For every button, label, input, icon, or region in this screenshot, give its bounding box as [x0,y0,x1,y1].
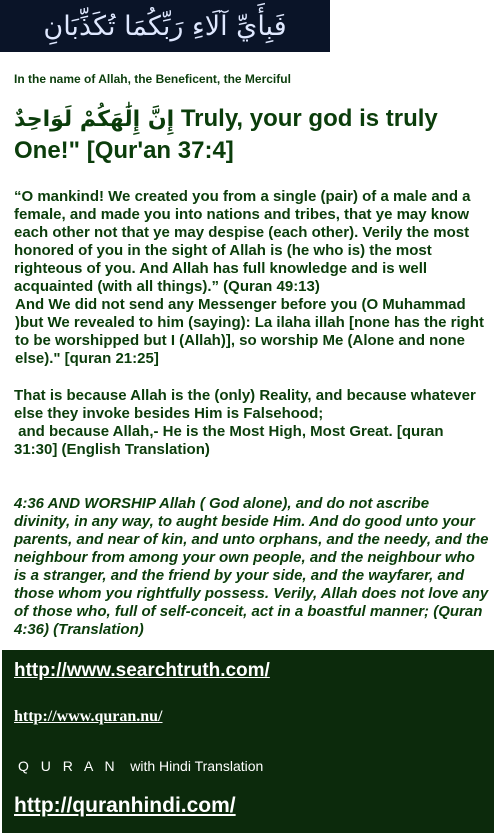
verse-31-30 [14,387,489,459]
quran-spaced-label: Q U R A N [18,758,119,774]
page-headline [14,103,484,166]
searchtruth-link[interactable]: http://www.searchtruth.com/ [14,660,270,681]
headline-arabic: إِنَّ إِلَٰهَكُمْ لَوَاحِدٌ [14,107,175,132]
links-footer [2,650,494,833]
quranhindi-link[interactable]: http://quranhindi.com/ [14,794,236,817]
quran-nu-link[interactable]: http://www.quran.nu/ [14,708,163,725]
headline-text: Truly, your god is truly One!" [Qur'an 37:4] [14,105,438,164]
hindi-translation-label [18,758,263,774]
bismillah-line: In the name of Allah, the Beneficent, the Merciful [14,72,291,86]
hindi-translation-text: with Hindi Translation [130,758,264,774]
verse-31-30-part2: and because Allah,- He is the Most High, Most Great. [quran 31:30] (English Translation) [14,423,444,458]
calligraphy-banner [0,0,330,52]
verse-49-13: “O mankind! We created you from a single (pair) of a male and a female, and made you into nations and tribes, that ye may know each other not that ye may despise (each other). Verily the most honored of you in the sight of Allah is (he who is) the most righteous of you. And Allah has full knowledge and is well acquainted (with all things).” (Quran 49:13) [14,188,471,295]
verse-21-25: And We did not send any Messenger before you (O Muhammad )but We revealed to him (saying): La ilaha illah [none has the right to be worshipped but I (Allah)], so worship Me (Alone and none else)." [quran 21:25] [15,296,484,367]
verse-4-36: 4:36 AND WORSHIP Allah ( God alone), and do not ascribe divinity, in any way, to aught beside Him. And do good unto your parents, and near of kin, and unto orphans, and the needy, and the neighbour from among your own people, and the neighbour who is a stranger, and the friend by your side, and the wayfarer, and those whom you rightfully possess. Verily, Allah does not love any of those who, full of self-conceit, act in a boastful manner; (Quran 4:36) (Translation) [14,495,489,638]
banner-arabic-text: فَبِأَيِّ آلَاءِ رَبِّكُمَا تُكَذِّبَانِ [43,10,287,42]
verse-31-30-part1: That is because Allah is the (only) Reality, and because whatever else they invoke besides Him is Falsehood; [14,387,476,422]
